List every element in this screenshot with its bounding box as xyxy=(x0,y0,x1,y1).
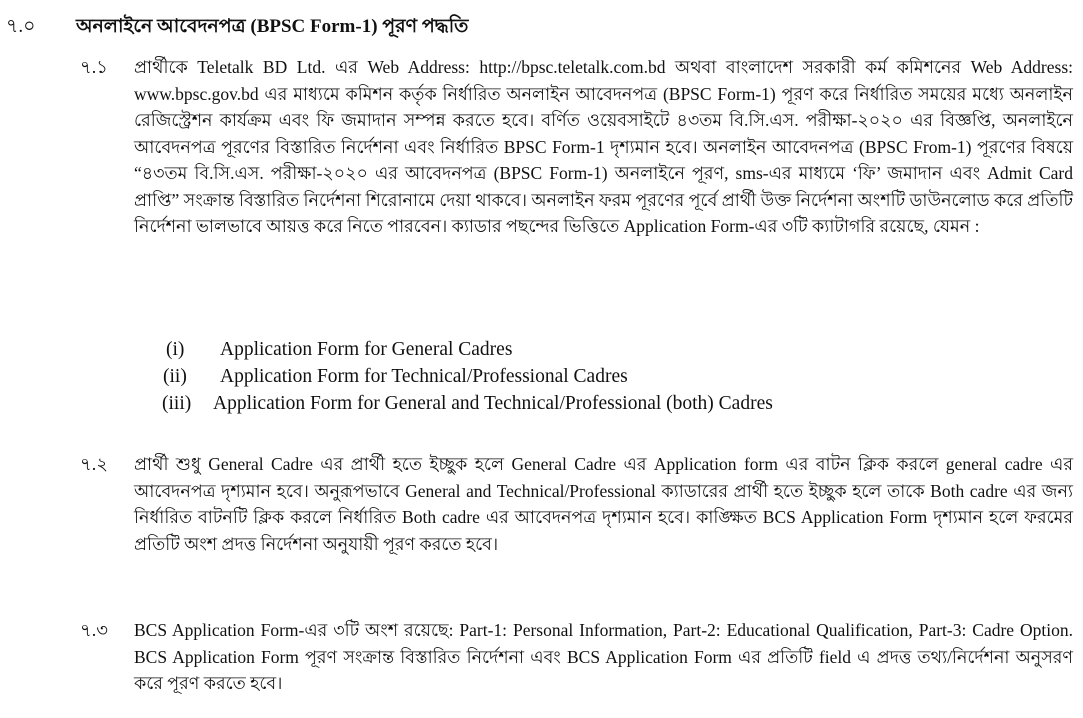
list-item-number: (ii) xyxy=(163,366,187,387)
list-item-label: Application Form for General Cadres xyxy=(220,339,513,360)
list-item-label: Application Form for Technical/Professional Cadres xyxy=(220,366,628,387)
section-heading-number: ৭.০ xyxy=(6,16,36,37)
list-item xyxy=(162,363,773,390)
list-item xyxy=(162,390,773,417)
subsection-7-3 xyxy=(80,617,1073,697)
subsection-paragraph: প্রার্থীকে Teletalk BD Ltd. এর Web Address: http://bpsc.teletalk.com.bd অথবা বাংলাদেশ সরকারী কর্ম কমিশনের Web Address: www.bpsc.gov.bd এর মাধ্যমে কমিশন কর্তৃক নির্ধারিত অনলাইন আবেদনপত্র (BPSC Form-1) পূরণ করে নির্ধারিত সময়ের মধ্যে অনলাইন রেজিস্ট্রেশন কার্যক্রম এবং ফি জমাদান সম্পন্ন করতে হবে। বর্ণিত ওয়েবসাইটে ৪৩তম বি.সি.এস. পরীক্ষা-২০২০ এর বিজ্ঞপ্তি, অনলাইনে আবেদনপত্র পূরণের বিস্তারিত নির্দেশনা এবং নির্ধারিত BPSC Form-1 দৃশ্যমান হবে। অনলাইন আবেদনপত্র (BPSC From-1) পূরণের বিষয়ে “৪৩তম বি.সি.এস. পরীক্ষা-২০২০ এর আবেদনপত্র (BPSC Form-1) অনলাইনে পূরণ, sms-এর মাধ্যমে ‘ফি’ জমাদান এবং Admit Card প্রাপ্তি” সংক্রান্ত বিস্তারিত নির্দেশনা শিরোনামে দেয়া থাকবে। অনলাইন ফরম পূরণের পূর্বে প্রার্থী উক্ত নির্দেশনা অংশটি ডাউনলোড করে প্রতিটি নির্দেশনা ভালভাবে আয়ত্ত করে নিতে পারবেন। ক্যাডার পছন্দের ভিত্তিতে Application Form-এর ৩টি ক্যাটাগরি রয়েছে, যেমন : xyxy=(134,57,1073,236)
subsection-paragraph: BCS Application Form-এর ৩টি অংশ রয়েছে: Part-1: Personal Information, Part-2: Educational Qualification, Part-3: Cadre Option. BCS Application Form পূরণ সংক্রান্ত বিস্তারিত নির্দেশনা এবং BCS Application Form এর প্রতিটি field এ প্রদত্ত তথ্য/নির্দেশনা অনুসরণ করে পূরণ করতে হবে। xyxy=(134,620,1073,693)
section-heading-title: অনলাইনে আবেদনপত্র (BPSC Form-1) পূরণ পদ্ধতি xyxy=(76,16,469,37)
list-item-number: (i) xyxy=(166,339,185,360)
subsection-number: ৭.৩ xyxy=(80,620,108,640)
subsection-7-1 xyxy=(80,54,1073,240)
subsection-7-2 xyxy=(80,451,1073,557)
list-item-number: (iii) xyxy=(162,393,192,414)
section-heading xyxy=(6,14,1073,40)
subsection-paragraph: প্রার্থী শুধু General Cadre এর প্রার্থী হতে ইচ্ছুক হলে General Cadre এর Application form এর বাটন ক্লিক করলে general cadre এর আবেদনপত্র দৃশ্যমান হবে। অনুরূপভাবে General and Technical/Professional ক্যাডারের প্রার্থী হতে ইচ্ছুক হলে তাকে Both cadre এর জন্য নির্ধারিত বাটনটি ক্লিক করলে নির্ধারিত Both cadre এর আবেদনপত্র দৃশ্যমান হবে। কাঙ্ক্ষিত BCS Application Form দৃশ্যমান হলে ফরমের প্রতিটি অংশ প্রদত্ত নির্দেশনা অনুযায়ী পূরণ করতে হবে। xyxy=(134,454,1073,554)
list-item-label: Application Form for General and Technical/Professional (both) Cadres xyxy=(213,393,773,414)
application-form-list xyxy=(162,336,773,417)
subsection-number: ৭.১ xyxy=(80,57,108,77)
list-item xyxy=(162,336,773,363)
subsection-number: ৭.২ xyxy=(80,454,108,474)
